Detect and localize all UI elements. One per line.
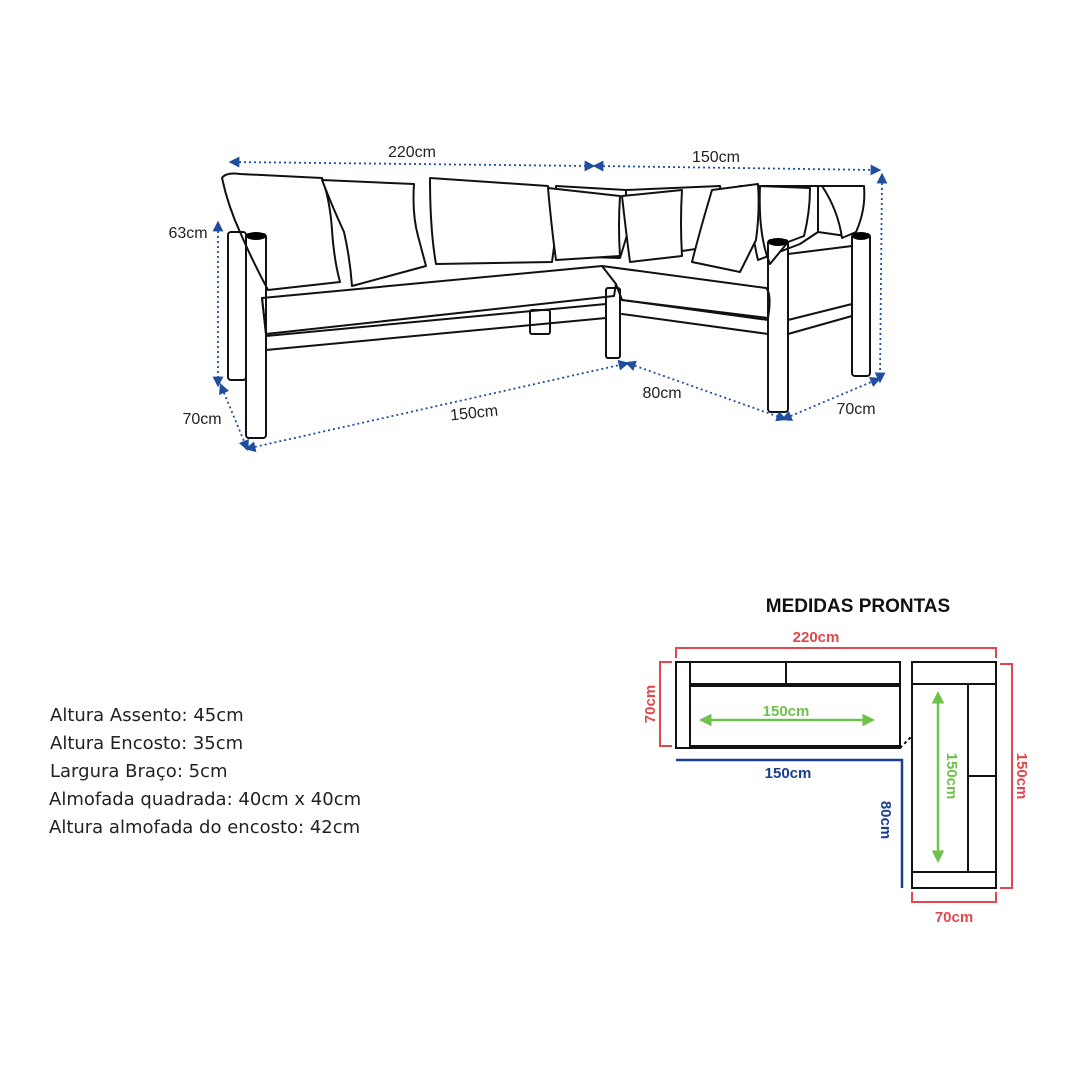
inner-depth-label: 80cm bbox=[642, 385, 682, 402]
height-label: 63cm bbox=[168, 225, 208, 242]
spec-list bbox=[50, 702, 361, 842]
spec-seat-height: Altura Assento: 45cm bbox=[50, 705, 244, 726]
plan-seat-inner-label: 150cm bbox=[762, 703, 810, 720]
plan-right-total-label: 150cm bbox=[1013, 752, 1030, 800]
spec-square-cushion: Almofada quadrada: 40cm x 40cm bbox=[49, 789, 362, 810]
plan-side-inner-label: 150cm bbox=[943, 752, 960, 800]
spec-arm-width: Largura Braço: 5cm bbox=[50, 761, 228, 782]
plan-inner-depth-label: 80cm bbox=[877, 800, 894, 840]
plan-top-total-label: 220cm bbox=[792, 629, 840, 646]
depth-left-label: 70cm bbox=[182, 411, 222, 428]
sofa-illustration bbox=[222, 174, 870, 439]
plan-title: MEDIDAS PRONTAS bbox=[765, 596, 951, 617]
spec-back-cushion-height: Altura almofada do encosto: 42cm bbox=[49, 817, 361, 838]
plan-left-depth-label: 70cm bbox=[642, 684, 659, 724]
back-length-label: 220cm bbox=[387, 144, 437, 161]
plan-view bbox=[642, 596, 1030, 926]
depth-right-label: 70cm bbox=[836, 401, 876, 418]
spec-back-height: Altura Encosto: 35cm bbox=[50, 733, 244, 754]
plan-front-length-label: 150cm bbox=[764, 765, 812, 782]
plan-bottom-width-label: 70cm bbox=[934, 909, 974, 926]
front-length-label: 150cm bbox=[449, 402, 499, 425]
side-length-label: 150cm bbox=[691, 149, 741, 166]
